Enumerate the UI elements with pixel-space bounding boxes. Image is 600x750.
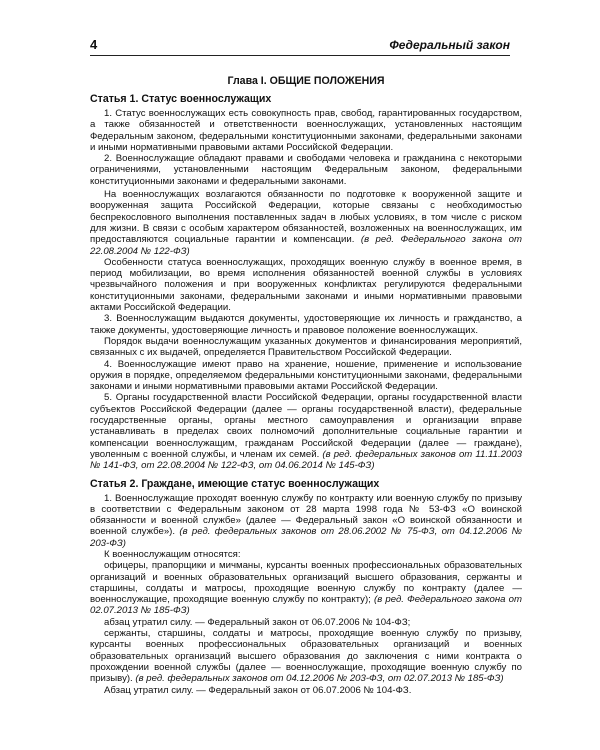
article-1-paragraph: 2. Военнослужащие обладают правами и свободами человека и гражданина с некоторыми ограничениями, установленными настоящим Федеральным законом, федеральными конституционными законами и федеральными законами. — [90, 153, 522, 187]
article-1-title: Статья 1. Статус военнослужащих — [90, 93, 272, 105]
page-content — [90, 75, 522, 696]
article-1-paragraph: 4. Военнослужащие имеют право на хранение, ношение, применение и использование оружия в порядке, определяемом федеральными конституционными законами, федеральными законами и иными нормативными правовыми актами Российской Федерации. — [90, 358, 522, 393]
chapter-title: Глава I. ОБЩИЕ ПОЛОЖЕНИЯ — [227, 75, 385, 87]
article-1-paragraph: 1. Статус военнослужащих есть совокупность прав, свобод, гарантированных государством, а также обязанностей и ответственности военнослужащих, установленных настоящим Федеральным законом, федеральными конституционными законами, федеральными законами и иными нормативными правовыми актами Российской Федерации. — [90, 108, 522, 153]
article-1-paragraph: На военнослужащих возлагаются обязанности по подготовке к вооруженной защите и вооруженная защита Российской Федерации, которые связаны с необходимостью беспрекословного выполнения поставленных задач в любых условиях, в том числе с риском для жизни. В связи с особым характером обязанностей, возложенных на военнослужащих, им предоставляются социальные гарантии и компенсации. (в ред. Федерального закона от 22.08.2004 № 122-ФЗ) — [90, 189, 522, 257]
article-2-paragraph: К военнослужащим относятся: — [104, 548, 241, 560]
article-2-paragraph: офицеры, прапорщики и мичманы, курсанты военных профессиональных образовательных организаций и военных образовательных организаций высшего образования, сержанты и старшины, солдаты и матросы, проходящие военную службу по контракту (далее — военнослужащие, проходящие военную службу по контракту); (в ред. Федерального закона от 02.07.2013 № 185-ФЗ) — [90, 560, 522, 617]
running-title: Федеральный закон — [389, 38, 510, 52]
article-1-paragraph: 3. Военнослужащим выдаются документы, удостоверяющие их личность и гражданство, а также документы, удостоверяющие личность и правовое положение военнослужащих. — [90, 313, 522, 336]
amendment-note: (в ред. Федерального закона от 22.08.2004 № 122-ФЗ) — [90, 234, 522, 257]
article-2-paragraph: 1. Военнослужащие проходят военную службу по контракту или военную службу по призыву в соответствии с Федеральным законом от 28 марта 1998 года № 53-ФЗ «О воинской обязанности и военной службе» (далее — Федеральный закон «О воинской обязанности и военной службе»). (в ред. федеральных законов от 28.06.2002 № 75-ФЗ, от 04.12.2006 № 203-ФЗ) — [90, 492, 522, 549]
article-2-paragraph: сержанты, старшины, солдаты и матросы, проходящие военную службу по призыву, курсанты военных профессиональных образовательных организаций и военных образовательных организаций высшего образования до заключения с ними контракта о прохождении военной службы (далее — военнослужащие, проходящие военную службу по призыву). (в ред. федеральных законов от 04.12.2006 № 203-ФЗ, от 02.07.2013 № 185-ФЗ) — [90, 628, 522, 685]
article-2-paragraph: абзац утратил силу. — Федеральный закон от 06.07.2006 № 104-ФЗ; — [104, 616, 411, 628]
article-1-paragraph: 5. Органы государственной власти Российской Федерации, органы государственной власти субъектов Российской Федерации (далее — органы государственной власти), федеральные государственные органы, органы местного самоуправления и организации вправе устанавливать в пределах своих полномочий дополнительные социальные гарантии и компенсации военнослужащим, гражданам Российской Федерации (далее — граждане), уволенным с военной службы, и членам их семей. (в ред. федеральных законов от 11.11.2003 № 141-ФЗ, от 22.08.2004 № 122-ФЗ, от 04.06.2014 № 145-ФЗ) — [90, 392, 522, 472]
amendment-note: (в ред. федеральных законов от 28.06.2002 № 75-ФЗ, от 04.12.2006 № 203-ФЗ) — [90, 526, 522, 549]
running-header — [90, 33, 510, 56]
article-1-paragraph: Порядок выдачи военнослужащим указанных документов и финансирования мероприятий, связанных с их выдачей, определяется Правительством Российской Федерации. — [90, 335, 522, 359]
amendment-note: (в ред. Федерального закона от 02.07.2013 № 185-ФЗ) — [90, 594, 522, 617]
article-2-paragraph: Абзац утратил силу. — Федеральный закон от 06.07.2006 № 104-ФЗ. — [104, 684, 412, 696]
amendment-note: (в ред. федеральных законов от 11.11.2003 № 141-ФЗ, от 22.08.2004 № 122-ФЗ, от 04.06.2014 № 145-ФЗ) — [90, 448, 522, 472]
article-2-title: Статья 2. Граждане, имеющие статус военнослужащих — [90, 477, 380, 490]
article-1-paragraph: Особенности статуса военнослужащих, проходящих военную службу в военное время, в период мобилизации, во время исполнения обязанностей военной службы в условиях чрезвычайного положения и при вооруженных конфликтах регулируются федеральными конституционными законами, федеральными законами и иными нормативными правовыми актами Российской Федерации. — [90, 256, 522, 314]
amendment-note: (в ред. федеральных законов от 04.12.2006 № 203-ФЗ, от 02.07.2013 № 185-ФЗ) — [135, 673, 504, 685]
page-number: 4 — [90, 37, 98, 52]
